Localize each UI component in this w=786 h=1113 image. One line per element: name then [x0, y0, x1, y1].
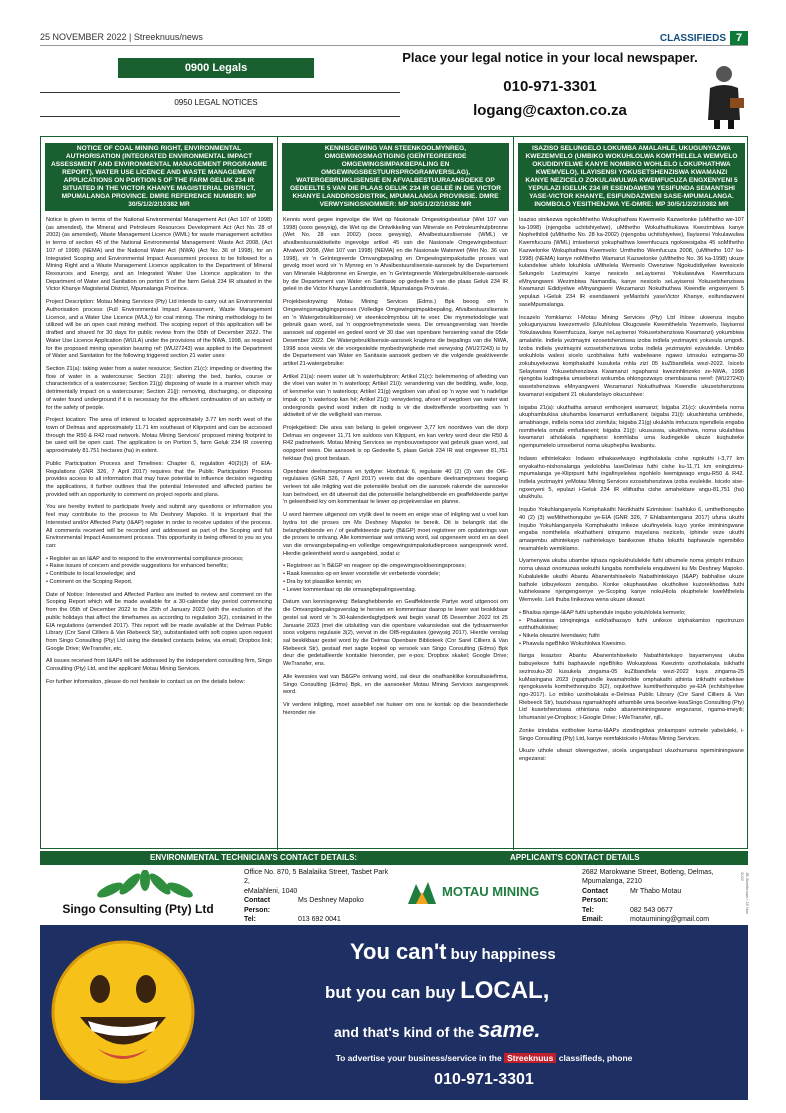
- ad-phone: 010-971-3301: [434, 1071, 534, 1088]
- ad-text: classifieds, phone: [556, 1053, 633, 1063]
- detail-value: Ms Deshney Mapoko: [298, 897, 364, 905]
- paragraph: All issues received from I&APs will be addressed by the independent consulting firm, Singo Consulting (Pty) Ltd, and the applicant Motau Mining Services.: [46, 658, 272, 673]
- paragraph: Isigaba 21(a): ukuthatha amanzi emthonjeni wamanzi; Isigaba 21(c): ukuvimbela noma ukuphambukisa ukuhamba kwamanzi emfudlaneni; Isigaba 21(i): ukushintsha umbhede, amabhange, indlela noma izici zomfula; Isigaba 21(g) ukulahla imfucuza ngendlela engaba nomthelela omubi emfudlaneni; Isigaba 21(j): ukususwa, ukukhishwa, noma ukulahlwa kwamanzi atholakala ngaphansi komhlaba uma kudingekile ukuze kuqhubeke ngempumelelo umsebenzi noma ukuphepha kwabantu.: [519, 404, 744, 450]
- detail-value: motaumining@gmail.com: [630, 916, 710, 924]
- motau-logo-name: MOTAU MINING: [442, 884, 540, 899]
- paragraph: U word hiermee uitgenooi om vrylik deel te neem en enige vrae of inligting wat u voel kan bydra tot die proses om Ms Deshney Mapoko te bereik. Dit is belangrik dat die belanghebbende en / of geaffekteerde party (B&GP) moet registreer om opdaterings van die proses te ontvang. Alle kommentaar wat ontvang word, sal opgeneem word en as deel van die omvangsbepaling-en volledige omgewingsimpakstudieproses aangespreek word. Hierdie geleentheid word u aangebied, sodat u:: [283, 512, 508, 557]
- ad-line-3: [334, 1017, 541, 1043]
- page-number: 7: [730, 31, 748, 45]
- afrikaans-heading: KENNISGEWING VAN STEENKOOLMYNREG, OMGEWINGSMAGTIGING (GEÏNTEGREERDE OMGEWINGSIMPAKBEPALING EN OMGEWINGSBESTUURSPROGRAMVERSLAG), WATERGEBRUIKLISENSIE EN AFVALBESTUURAANSOEKE OP GEDEELTE 5 VAN DIE PLAAS GELUK 234 IR GELEË IN DIE VICTOR KHANYE LANDDROSDISTRIK, MPUMALANGA PROVINSIE. DMRE VERWYSINGSNOMMER: MP 30/5/1/2/2/10382 MR: [282, 143, 509, 211]
- paragraph: Ilanga lesaziso: Abantu Abanentshisekelo Nabathintekayo bayamenywa ukuba babuyekeze futhi baphawule ngeBhiko Wokuqokwa Kwezinto ozotholakala isikhathi sezinsuku-30 kusukela zingama-05 kuZibandlela wezi-2022 kuya zingama-25 kuMasingana 2023 (ngaphandle kwamaholide omphakathi athinta izikhathi ezibekiwe njengokuvela komthethonqubo 3(2), oqukethwe kumithethonqubo ye-EIA (echitshiyelwe ngo-2017). Lo mbiko uzotholakala e-Delmas Public Library (Cnr Sarel Cilliers & Van Riebeeck Str), bazixhasa ngamakhophi athambile uma becelwe kwaSingo Consulting (Pty) Ltd kusetshenziswa othintana nabo abanemininingwane engezansi, ngama-imeyili; Ixhumanisi ye-Dropbox; I-Google Drive; I-WeTransfer, njll..: [519, 653, 744, 722]
- detail-row: [244, 915, 394, 924]
- list-item: Raise issues of concern and provide suggestions for enhanced benefits;: [49, 563, 229, 570]
- lawyer-figure-icon: [700, 64, 748, 130]
- detail-key: Tel:: [582, 906, 594, 914]
- zulu-heading: ISAZISO SELUNGELO LOKUMBA AMALAHLE, UKUGUNYAZWA KWEZEMVELO (UMBIKO WOKUHLOLWA KOMTHELELA WEMVELO OKUDIDIYELWE KANYE NOMBIKO WOHLELO LOKUPHATHWA KWEMVELO), ILAYISENSI YOKUSETSHENZISWA KWAMANZI KANYE NEZICELO ZOKULAWULWA KWEMFUCUZA ENGXENYENI 5 YEPULAZI IGELUK 234 IR ESENDAWENI YESIFUNDA SEMANTSHI YASE-VICTOR KHANYE, ESIFUNDAZWENI SASE-MPUMALANGA. INOMBOLO YESITHENJWA YE-DMRE: MP 30/5/1/2/2/10382 MR: [518, 143, 745, 211]
- ad-text: You can't: [350, 939, 447, 964]
- paragraph: Indawo ethintekako: Indawo ethakaselwayo ingitholakala cishe ngokuthi i-3,77 km enyakatho-ntshonalanga yedolobha laseDelmas futhi cishe ku-11,71 km eningizimu-mpumalanga ye-Kliprpunt futhi ingafinyelelwa ngohlelo lwemigwaqo engu-R50 & R42. Indlela yezimayini yeMotau Mining Services ezosetshenziswa izoba evulekile. Isicelo sise-ngxenyeni 5, epulazi i-Geluk 234 IR elithatha cishe amahektare angu-81,751 (ha) ubukhulu.: [519, 455, 744, 501]
- detail-row: [582, 887, 752, 906]
- singo-logo: [40, 868, 236, 922]
- paragraph: Project Description: Motau Mining Services (Pty) Ltd intends to carry out an Environmental Authorisation process (Full Environmental Impact Assessment, Waste Management Licence, and a Water Use Licence (WUL)) for coal mining. The mining methodology to be utilized will be an open cast mining method. The scoping report of this application will be drafted and shared for 30 days for public review from the 05th of December 2022. The Water Use Licence Application (WULA) under the provisions of the NWA, 1998, as required for the proposed mining operation bearing ref: (WU27243) was applied to the Department of Water and Sanitation for the following triggered section 21 water uses:: [46, 299, 272, 360]
- paragraph: Inqubo Yokuhlanganyela Komphakathi Nezikhathi Ezimisiwe: Isahluko 6, umthethonqubo 40 (2) (3) weMithethonqubo ye-EIA (GNR 326, 7 Ehlabamtengana 2017) ufuna ukuthi Inqubo Yokuhlanganyela Komphakathi inikeze ukufinyelela kuyo yonke imininingwane engaba nomthelela ekuthatheni izinqumo mayelana nezicelo, iphinde veze ukuthi amaqembu athintekayo nathintekayo banikezwe ithuba lokuthi baphawule ngemibiko neamahlelo wemiklamo.: [519, 507, 744, 552]
- paragraph: Isaziso sinikezwa ngokoMthetho Wokuphathwa Kwemvelo Kazwelonke (uMthetho we-107 ka-1998) (njengoba uchitshiyelwe), uMthetho Wokuthuthukiswa Kwezimbiwa kanye Nophethiloli (uMthetho No. 28 ka-2002) (njengoba uchitshiyelwe), Ilayisensi Yokulawulwa Kwemfucuza (WML) imisebenzi yokuphathwa kwemfucuza ngokwesigaba 45 soMthetho Kazwelonke Wokuphathwa Kwemvelo: Umthetho Wemfucuza 2008, (uMthetho 107 ka-1998) (NEMA) kanye noMthetho Wamanzi Kazwelonke (uMthetho No. 36 ka-1998) ukuze kulandelwe uhlelo lokuhlola uMthelela Wemvelo Owenziwe Ngokudidiyelwe kwesicelo Selungelo Lezimayini kanye nesicelo seLayisensi Yokulawulwa Kwemfucuza eMnyangweni Wezimbiwa Namandla, kanye nesicelo seLayisensi Yokusetshenziswa Kwamanzi Edidiyelwe eMnyangweni Wezamanzi Nokuthuthwa Kwendle engxenyeni 5 yepulazi i-Geluk 234 IR esendaweni yeMantshi yaseVictor Khanye, esifundazweni saseMpumalanga.: [519, 217, 744, 308]
- paragraph: Alle kwessies wat van B&GPe ontvang word, sal deur die onafhanklike konsultasiefirma, Singo Consulting (Edms) Bpk, en die aansoeker Motau Mining Services aangespreek word.: [283, 673, 508, 696]
- list-item: Phawula ngeBhiko Wokuhlolwa Kwesimo.: [522, 640, 627, 647]
- list-item: Contribute to local knowledge; and: [49, 571, 136, 578]
- list-item: Lewer kommentaar op die omvangbepalingsverslag.: [286, 586, 417, 593]
- ad-line-2: [325, 977, 549, 1005]
- legal-notice-promo: [400, 50, 748, 130]
- paragraph: Zonke izindaba ezitholwe kuma-I&APs zizodingidwa yinkampani ezimele yabeluleki, i-Singo Consulting (Pty) Ltd, kanye nomfakisicelo i-Motau Mining Services.: [519, 727, 744, 742]
- legal-notice: [40, 136, 748, 849]
- paragraph: Ukuze uthole ulwazi olwengeziwe, sicela ungangabazi ukuxhumana ngemininingwane engezansi:: [519, 748, 744, 762]
- list-item: Dra by tot plaaslike kennis; en: [286, 578, 362, 585]
- technician-contacts-title: ENVIRONMENTAL TECHNICIAN'S CONTACT DETAILS:: [150, 853, 358, 862]
- paragraph: Artikel 21(a): neem water uit 'n waterhulpbron; Artikel 21(c): belemmering of afleiding van die vloei van water in 'n waterloop; Artikel 21(i): verandering van die bedding, walle, loop, of kenmerke van 'n waterloop; Artikel 21(g) wegdoen van afval op 'n wyse wat 'n nadelige impak op 'n waterloop kan hê; Artikel 21(j): verwydering, afvoer of wegdoen van water wat ondergronds gevind word indien dit nodig is vir die doeltreffende voortsetting van 'n aktiwiteit of vir die veiligheid van mense.: [283, 373, 508, 419]
- promo-title: Place your legal notice in your local newspaper.: [402, 50, 698, 65]
- ad-line-1: [350, 939, 556, 965]
- notice-column-zulu: [513, 137, 749, 850]
- divider: [40, 116, 400, 117]
- ad-text: buy happiness: [446, 946, 556, 963]
- paragraph: Projekgebied: Die area van belang is geleë ongeveer 3,77 km noordwes van die dorp Delmas en ongeveer 11,71 km suidoos van Klippunt, en kan verkry word deur die R50 & R42 padnetwerk. Motau Mining Services se mynbouvoetspoor wat gebruik gaan word, sal oopgroef wees. Die aansoek is op Gedeelte 5, plaas Geluk 234 IR wat ongeveer 81,751 hektaar (ha) groot beslaan.: [283, 424, 508, 462]
- paragraph: Openbare deelnameproses en tydlyne: Hoofstuk 6, regulasie 40 (2) (3) van die OIE-regulasies (GNR 326, 7 April 2017) vereis dat die openbare deelnameproses toegang verleen tot alle inligting wat die potensiële besluit om die aansoek rakende die aansoeke kan beïnvloed, en dit uiteensit dat die potensiële belanghebbende en geaffekteerde partye 'n geleentheid kry om kommentaar te lewer op projekverslae en planne.: [283, 468, 508, 506]
- contacts-bar: [40, 851, 748, 865]
- list-item: Raak kwessies op en lewer voorstelle vir verbeterde voordele;: [286, 571, 441, 578]
- detail-key: Email:: [582, 916, 604, 924]
- zulu-body: [514, 211, 749, 764]
- detail-row: [244, 896, 394, 915]
- promo-phone: 010-971-3301: [503, 78, 597, 95]
- ad-text: LOCAL,: [460, 977, 550, 1004]
- section-tag: [660, 31, 748, 45]
- ad-text: To advertise your business/service in the: [335, 1053, 505, 1063]
- notice-column-english: [41, 137, 277, 850]
- ad-text: same.: [478, 1017, 541, 1042]
- divider: [40, 92, 400, 93]
- list-item: Comment on the Scoping Report.: [49, 578, 133, 585]
- detail-key: Contact Person:: [244, 897, 271, 914]
- ad-brand: Streeknuus: [504, 1053, 556, 1063]
- ad-text: but you can buy: [325, 983, 461, 1002]
- list-item: Nikela olwazini lwendawo; futhi: [522, 632, 600, 639]
- detail-value: 013 692 0041: [298, 916, 341, 924]
- notice-column-afrikaans: [277, 137, 513, 850]
- leaves-icon: [90, 870, 200, 900]
- paragraph: Notice is given in terms of the National Environmental Management Act (Act 107 of 1998) (as amended), the Mineral and Petroleum Resources Development Act (Act No. 28 of 2002) (as amended), Waste Management Licence (WML) for waste management activities in terms of section 45 of the National Environmental Management: Waste Act 2008, (Act 107 of 1998) (NEMA) and the National Water Act (NWA) (Act No. 36 of 1998), for an Integrated Scoping and Environmental Impact Assessment process to be followed for a Mining Right and a Waste Management Licence application to the Department of Mineral Resources and Energy, and an Integrated Water Use Licence application to the Department of Water and Sanitation on portion 5 of the farm Geluk 234 IR situated in the Victor Khanye Magisterial District, Mpumalanga Province.: [46, 217, 272, 293]
- detail-key: Contact Person:: [582, 887, 609, 905]
- singo-logo-name: Singo Consulting (Pty) Ltd: [62, 902, 214, 916]
- english-body: [41, 211, 277, 687]
- bullet-list: • Bhalisa njenge-I&AP futhi uphendule inqubo yokuhlolela kemvelo; • Phakamisa izinqinqinga ezikhathazayo futhi unikeze iziphakamiso ngezinzuzo ezithuthukisiwe; • Nikela olwazini lwendawo; futhi • Phawula ngeBhiko Wokuhlolwa Kwesimo.: [519, 609, 745, 647]
- smiley-face-icon: [48, 937, 198, 1087]
- paragraph: Public Participation Process and Timelines: Chapter 6, regulation 40(2)(3) of EIA-Regulations (GNR 326, 7 April 2017) requires that the Public Participation Process provides access to all information that may have potential to influence decision regarding the applications, it further outlines that the potential Interested and affected parties be provided with an opportunity to comment on project reports and plans.: [46, 460, 272, 498]
- list-item: Bhalisa njenge-I&AP futhi uphendule inqubo yokuhlolela kemvelo;: [522, 609, 686, 616]
- detail-key: Tel:: [244, 916, 256, 924]
- address-line: Office No. 870, 5 Balalaika Street, Tasbet Park 2,: [244, 869, 389, 886]
- paragraph: Datum van kennisgewing: Belanghebbende en Geaffekteerde Partye word uitgenooi om die Omvangsbepalingsverslag te hersien en kommentaar daarop te lewer wat beskikbaar gestel sal word vir 'n 30-kalenderdagtydperk wat begin vanaf 05 Desember 2022 tot 25 Januarie 2023 (met die uitsluiting van die openbare vakansiedae wat die tydraamwerke soos volgens regulasie 3(2), vervat in die OIB-regulasies (gewysig 2017). Hierdie verslag sal beskikbaar gestel word by die Delmas Openbare Biblioteek (Cnr Sarel Cilliers & Van Riebeeck Str), gestaaf met sagte kopieë op versoek van Singo Consulting (Edms) Bpk deur die gedetailleerde kontakte hieronder, per e-pos; Dropbox skakel; Google Drive; WeTransfer, ens.: [283, 599, 508, 668]
- motau-logo: [406, 878, 576, 908]
- bullet-list: • Register as an I&AP and to respond to the environmental compliance process; • Raise issues of concern and provide suggestions for enhanced benefits; • Contribute to local knowledge; and • Comment on the Scoping Report.: [46, 555, 244, 585]
- applicant-details: [582, 868, 752, 925]
- paragraph: Project location: The area of interest is located approximately 3.77 km north west of the town of Delmas and approximately 11.71 km southeast of Kliprpoint and can be accessed through the R50 & R42 road network. Motau Mining Services' proposed mining footprint to be used will be open cast. The application is on Portion 5, farm Geluk 234 IR covering approximately 81.751 hectares (ha) in extent.: [46, 417, 272, 455]
- vertical-reference: JB Streeknuus / 25 Nov 2022: [740, 872, 750, 915]
- address-line: 2682 Marokwane Street, Botleng, Delmas,: [582, 869, 714, 876]
- paragraph: Projekbeskrywing: Motau Mining Services (Edms.) Bpk beoog om 'n Omgewingsmagtigingsproses (Volledige Omgewingsimpakbepaling, Afvalbestuurslisensie en 'n Watergebruiklisensie) vir steenkoolmynbou uit te voer. Die mynmetodologie wat gebruik gaan word, sal 'n oopgroefmynmetode wees. Die omvangsverslag van hierdie aansoek sal opgestel en gedeel word vir 30 dae van openbare hersiening vanaf die 05de Desember 2022. Die Watergebruiklisensie-aansoek kragtens die bepalings van die NWA, 1998 soos vereis vir die voorgestelde mynbedrywighede met verwysing (WU27243) is by die Departement van Water en Sanitasie aansoek gedoen vir die volgende geaktiveerde artikel 21-watergebruike:: [283, 299, 508, 367]
- bullet-list: • Registreer as 'n B&GP en reageer op die omgewingsvoldoeningsproses; • Raak kwessies op en lewer voorstelle vir verbeterde voordele; • Dra by tot plaaslike kennis; en • Lewer kommentaar op die omvangbepalingsverslag.: [283, 563, 466, 593]
- applicant-contacts-title: APPLICANT'S CONTACT DETAILS: [510, 853, 640, 862]
- paragraph: Incazelo Yomklamo: I-Motau Mining Services (Pty) Ltd ihlose ukwenza inqubo yokugunyazwa kwezemvelo (Ukuhlolwa Okugcwele Kwemithelela Yezemvelo, Ilayisensi Yokulawulwa Kwemfucuza, kanye neLayisensi Yokusetshenziswa Kwamanzi) yokumbiwa amalahle. Indlela yezimayini ezosetshenziswa izoba indlela yezimayini yokuvula umgodi. Izoba indlela yezimayini ezosetshenziswa izoba indlela yezimayini ezivulekile. Umbiko wokuhlola walesi sicelo uzobhalwa futhi wabelwane ngawo izinsuku ezingama-30 zokubuyekezwa komphakathi kusukela mhla zizi 05 kuZibandlela wezi-2022. Isicelo Selayisensi Yokusetshenziswa Kwamanzi ngaphansi kwezinhlinzeko ze-NWA, 1998 njengoba kudingeka umsebenzi wokumba ohlongozwayo onembasana neref: (WU27243) wasetshenziswa eMnyangweni Wezamanzi Nokuthuthwa Kwendle ukusetshenziswa kwamanzi esigabeni 21 okulandelayo okucushiwe:: [519, 314, 744, 398]
- section-name: CLASSIFIEDS: [659, 32, 726, 44]
- detail-value: 082 543 0677: [630, 906, 673, 914]
- motau-mark-icon: [406, 878, 438, 906]
- date-line: 25 NOVEMBER 2022 | Streeknuus/news: [40, 32, 203, 42]
- paragraph: You are hereby invited to participate freely and submit any questions or information you feel may contribute to the process to Ms Deshney Mapoko. It is important that the Interested and/or Affected Party (I&AP) register in order to receive updates of the process. All comments received will be recorded and addressed as part of the Scoping and full Environmental Impact Assessment process. This opportunity is being offered to you so you can:: [46, 504, 272, 550]
- legals-title: 0900 Legals: [118, 58, 314, 78]
- detail-row: [582, 906, 752, 915]
- paragraph: Section 21(a): taking water from a water resource; Section 21(c): impeding or diverting the flow of water in a watercourse; Section 21(i): altering the bed, banks, course or characteristics of a watercourse; Section 21(g) disposing of waste in a manner which may detrimentally impact on a watercourse; Section 21(j): removing, discharging, or disposing of water found underground if it is necessary for the efficient continuation of an activity or for the safety of people.: [46, 365, 272, 411]
- list-item: Register as an I&AP and to respond to the environmental compliance process;: [49, 555, 244, 562]
- address-line: Mpumalanga, 2210: [582, 878, 642, 886]
- list-item: Registreer as 'n B&GP en reageer op die omgewingsvoldoeningsproses;: [286, 563, 466, 570]
- detail-row: [582, 915, 752, 924]
- afrikaans-body: [278, 211, 513, 717]
- paragraph: For further information, please do not hesitate to contact us on the details below:: [46, 678, 246, 685]
- promo-email: logang@caxton.co.za: [473, 102, 627, 119]
- address-line: eMalahleni, 1040: [244, 887, 298, 895]
- ad-line-4: [234, 1053, 734, 1063]
- paragraph: Date of Notice: Interested and Affected Parties are invited to review and comment on the Scoping Report which will be made available for a 30-calendar day period commencing from the 05th of December 2022 to the 25th of January 2023 (with the exclusion of the public holidays that affect the timeframes as according to regulation 3(2), contained in the EIA regulations (amended 2017). This report will be made available at the Delmas Public Library (Cnr Sarel Cilliers & Van Riebeeck Str), substantiated with soft copies upon request from Singo Consulting (Pty) Ltd using the detailed contacts below, via email; Dropbox link; Google Drive; WeTransfer, etc.: [46, 591, 272, 652]
- ad-text: and that's kind of the: [334, 1024, 479, 1040]
- paragraph: Kennis word gegee ingevolge die Wet op Nasionale Omgewingsbestuur (Wet 107 van 1998) (soos gewysig), die Wet op die Ontwikkeling van Minerale en Petroleumhulpbronne (Wet No. 28 van 2002) (soos gewysig), Afvalbestuurslisensie (WML) vir afvalbestuursaktiwiteite ingevolge artikel 45 van die Nasionale Omgewingsbestuur: Afvalwet 2008, (Wet 107 van 1998) (NEMA) en die Nasionale Waterwet (Wet No. 36 van 1998), vir 'n Geïntegreerde Omvangbepaling en Omgewingsimpakstudie proses wat gevolg moet word vir 'n Mynreg en 'n Afvalbestuurslisensie-aansoek by die Departement van Minerale Hulpbronne en Energie, en 'n Geïntegreerde Watergebruiklisensie-aansoek by die Departement van Water en Sanitasie op gedeelte 5 van die plaas Geluk 234 IR geleë in die Victor Khanye Landdrosdistrik, Mpumalanga Provinsie.: [283, 217, 508, 293]
- english-heading: NOTICE OF COAL MINING RIGHT, ENVIRONMENTAL AUTHORISATION (INTEGRATED ENVIRONMENTAL IMPACT ASSESSMENT AND ENVIRONMENTAL MANAGEMENT PROGRAMME REPORT), WATER USE LICENCE AND WASTE MANAGEMENT APPLICATIONS ON PORTION 5 OF THE FARM GELUK 234 IR SITUATED IN THE VICTOR KHANYE MAGISTERIAL DISTRICT, MPUMALANGA PROVINCE. DMRE REFERENCE NUMBER: MP 30/5/1/2/2/10382 MR: [45, 143, 273, 211]
- paragraph: Vir verdere inligting, moet asseblief nie huiwer om ons te kontak op die besonderhede hieronder nie: [283, 701, 508, 716]
- page-header: [40, 32, 748, 46]
- paragraph: Uyamenywa ukuba ubambe iqhaza ngokukhululekile futhi uthumele noma yimiphi imibuzo noma ulwazi onomuzwa wokuthi lungaba nomthelela enqubweni ku Ms Deshney Mapoko. Kubalulekile ukuthi Abantu Abanentshisekelo Nabathintekayo (I&AP) babhalise ukuze bathole izibuyekezo zenqubo. Konke okuphawulwe okutholiwe kuzorekhodwa futhi kubhekwane njengengxenye ye-Scoping kanye nokuHlola okuphelele kweMthelela Wemvelo. Leli thuba linikezwa wena ukuze ukwazi:: [519, 558, 744, 604]
- legals-subtitle: 0950 LEGAL NOTICES: [174, 98, 258, 107]
- detail-value: Mr Thabo Motau: [630, 887, 682, 895]
- list-item: Phakamisa izinqinqinga ezikhathazayo futhi unikeze iziphakamiso ngezinzuzo ezithuthukisiwe;: [519, 617, 745, 632]
- contact-details: [40, 866, 748, 924]
- classifieds-advert: [40, 925, 748, 1100]
